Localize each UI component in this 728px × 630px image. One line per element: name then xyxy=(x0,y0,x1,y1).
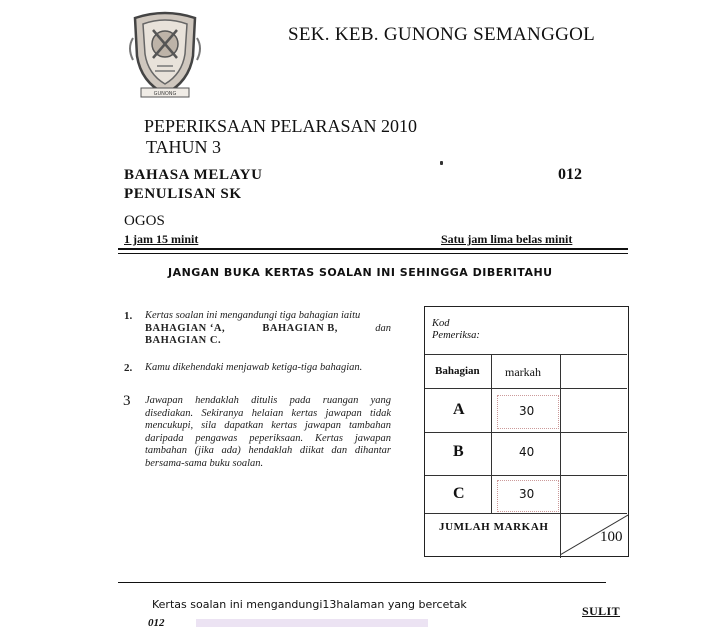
exam-duration: 1 jam 15 minit xyxy=(124,232,199,246)
section-a-label: A xyxy=(453,401,465,418)
crest-banner-text: GUNONG xyxy=(153,91,177,97)
instruction-1 xyxy=(145,310,391,348)
section-c-label: C xyxy=(453,485,465,502)
instruction-2: Kamu dikehendaki menjawab ketiga-tiga bahagian. xyxy=(145,362,363,373)
examiner-code-line1: Kod xyxy=(432,318,450,329)
subject-block xyxy=(124,166,263,204)
examiner-code-label xyxy=(432,318,480,342)
instruction-1-line1: Kertas soalan ini mengandungi tiga bahagian iaitu xyxy=(145,310,361,321)
school-name: SEK. KEB. GUNONG SEMANGGOL xyxy=(288,24,596,45)
section-c-ref: BAHAGIAN C. xyxy=(145,335,222,346)
footer-rule xyxy=(118,582,606,583)
marks-box-col-rule xyxy=(491,354,492,513)
total-marks-label: JUMLAH MARKAH xyxy=(439,521,549,533)
section-b-marks: 40 xyxy=(519,445,535,459)
subject-name: BAHASA MELAYU xyxy=(124,167,263,183)
marks-box xyxy=(424,306,629,557)
school-crest-logo xyxy=(127,8,203,100)
paper-code: 012 xyxy=(558,166,582,183)
subject-paper: PENULISAN SK xyxy=(124,186,242,202)
instruction-3: Jawapan hendaklah ditulis pada ruangan yang disediakan. Sekiranya helaian kertas jawapan tidak mencukupi, sila dapatkan kertas jawapan tambahan daripada pengawas peperiksaan. Kertas jawapan tambahan (jika ada) hendaklah diikat dan dihantar bersama-sama buku soalan. xyxy=(145,395,391,469)
instruction-1-conjunction: dan xyxy=(375,322,391,334)
marks-box-rule xyxy=(425,354,627,355)
page-count-note: Kertas soalan ini mengandungi13halaman yang bercetak xyxy=(152,598,467,611)
sulit-mark: SULIT xyxy=(582,604,621,618)
instruction-3-number: 3 xyxy=(123,393,131,409)
exam-year-level: TAHUN 3 xyxy=(146,137,222,157)
examiner-code-line2: Pemeriksa: xyxy=(432,330,480,341)
header-rule-thin xyxy=(118,253,628,254)
exam-duration-words: Satu jam lima belas minit xyxy=(441,232,573,246)
section-b-label: B xyxy=(453,443,464,460)
section-a-ref: BAHAGIAN ‘A, xyxy=(145,322,226,334)
warning-notice: JANGAN BUKA KERTAS SOALAN INI SEHINGGA DIBERITAHU xyxy=(168,266,553,279)
marks-box-rule xyxy=(425,388,627,389)
exam-month: OGOS xyxy=(124,213,165,229)
column-header-marks: markah xyxy=(505,365,541,379)
section-b-ref: BAHAGIAN B, xyxy=(262,322,338,334)
header-rule-thick xyxy=(118,248,628,250)
scan-speck xyxy=(440,161,443,165)
marks-box-rule xyxy=(425,475,627,476)
instruction-1-line2 xyxy=(145,323,391,336)
instruction-1-number: 1. xyxy=(124,310,133,322)
exam-title: PEPERIKSAAN PELARASAN 2010 xyxy=(144,116,418,136)
footer-paper-code: 012 xyxy=(148,617,165,629)
section-a-marks: 30 xyxy=(519,404,535,418)
scan-stripe xyxy=(196,619,428,627)
instruction-2-number: 2. xyxy=(124,362,133,374)
total-marks-value: 100 xyxy=(600,529,623,545)
marks-box-rule xyxy=(425,432,627,433)
section-c-marks: 30 xyxy=(519,487,535,501)
column-header-section: Bahagian xyxy=(435,365,480,377)
